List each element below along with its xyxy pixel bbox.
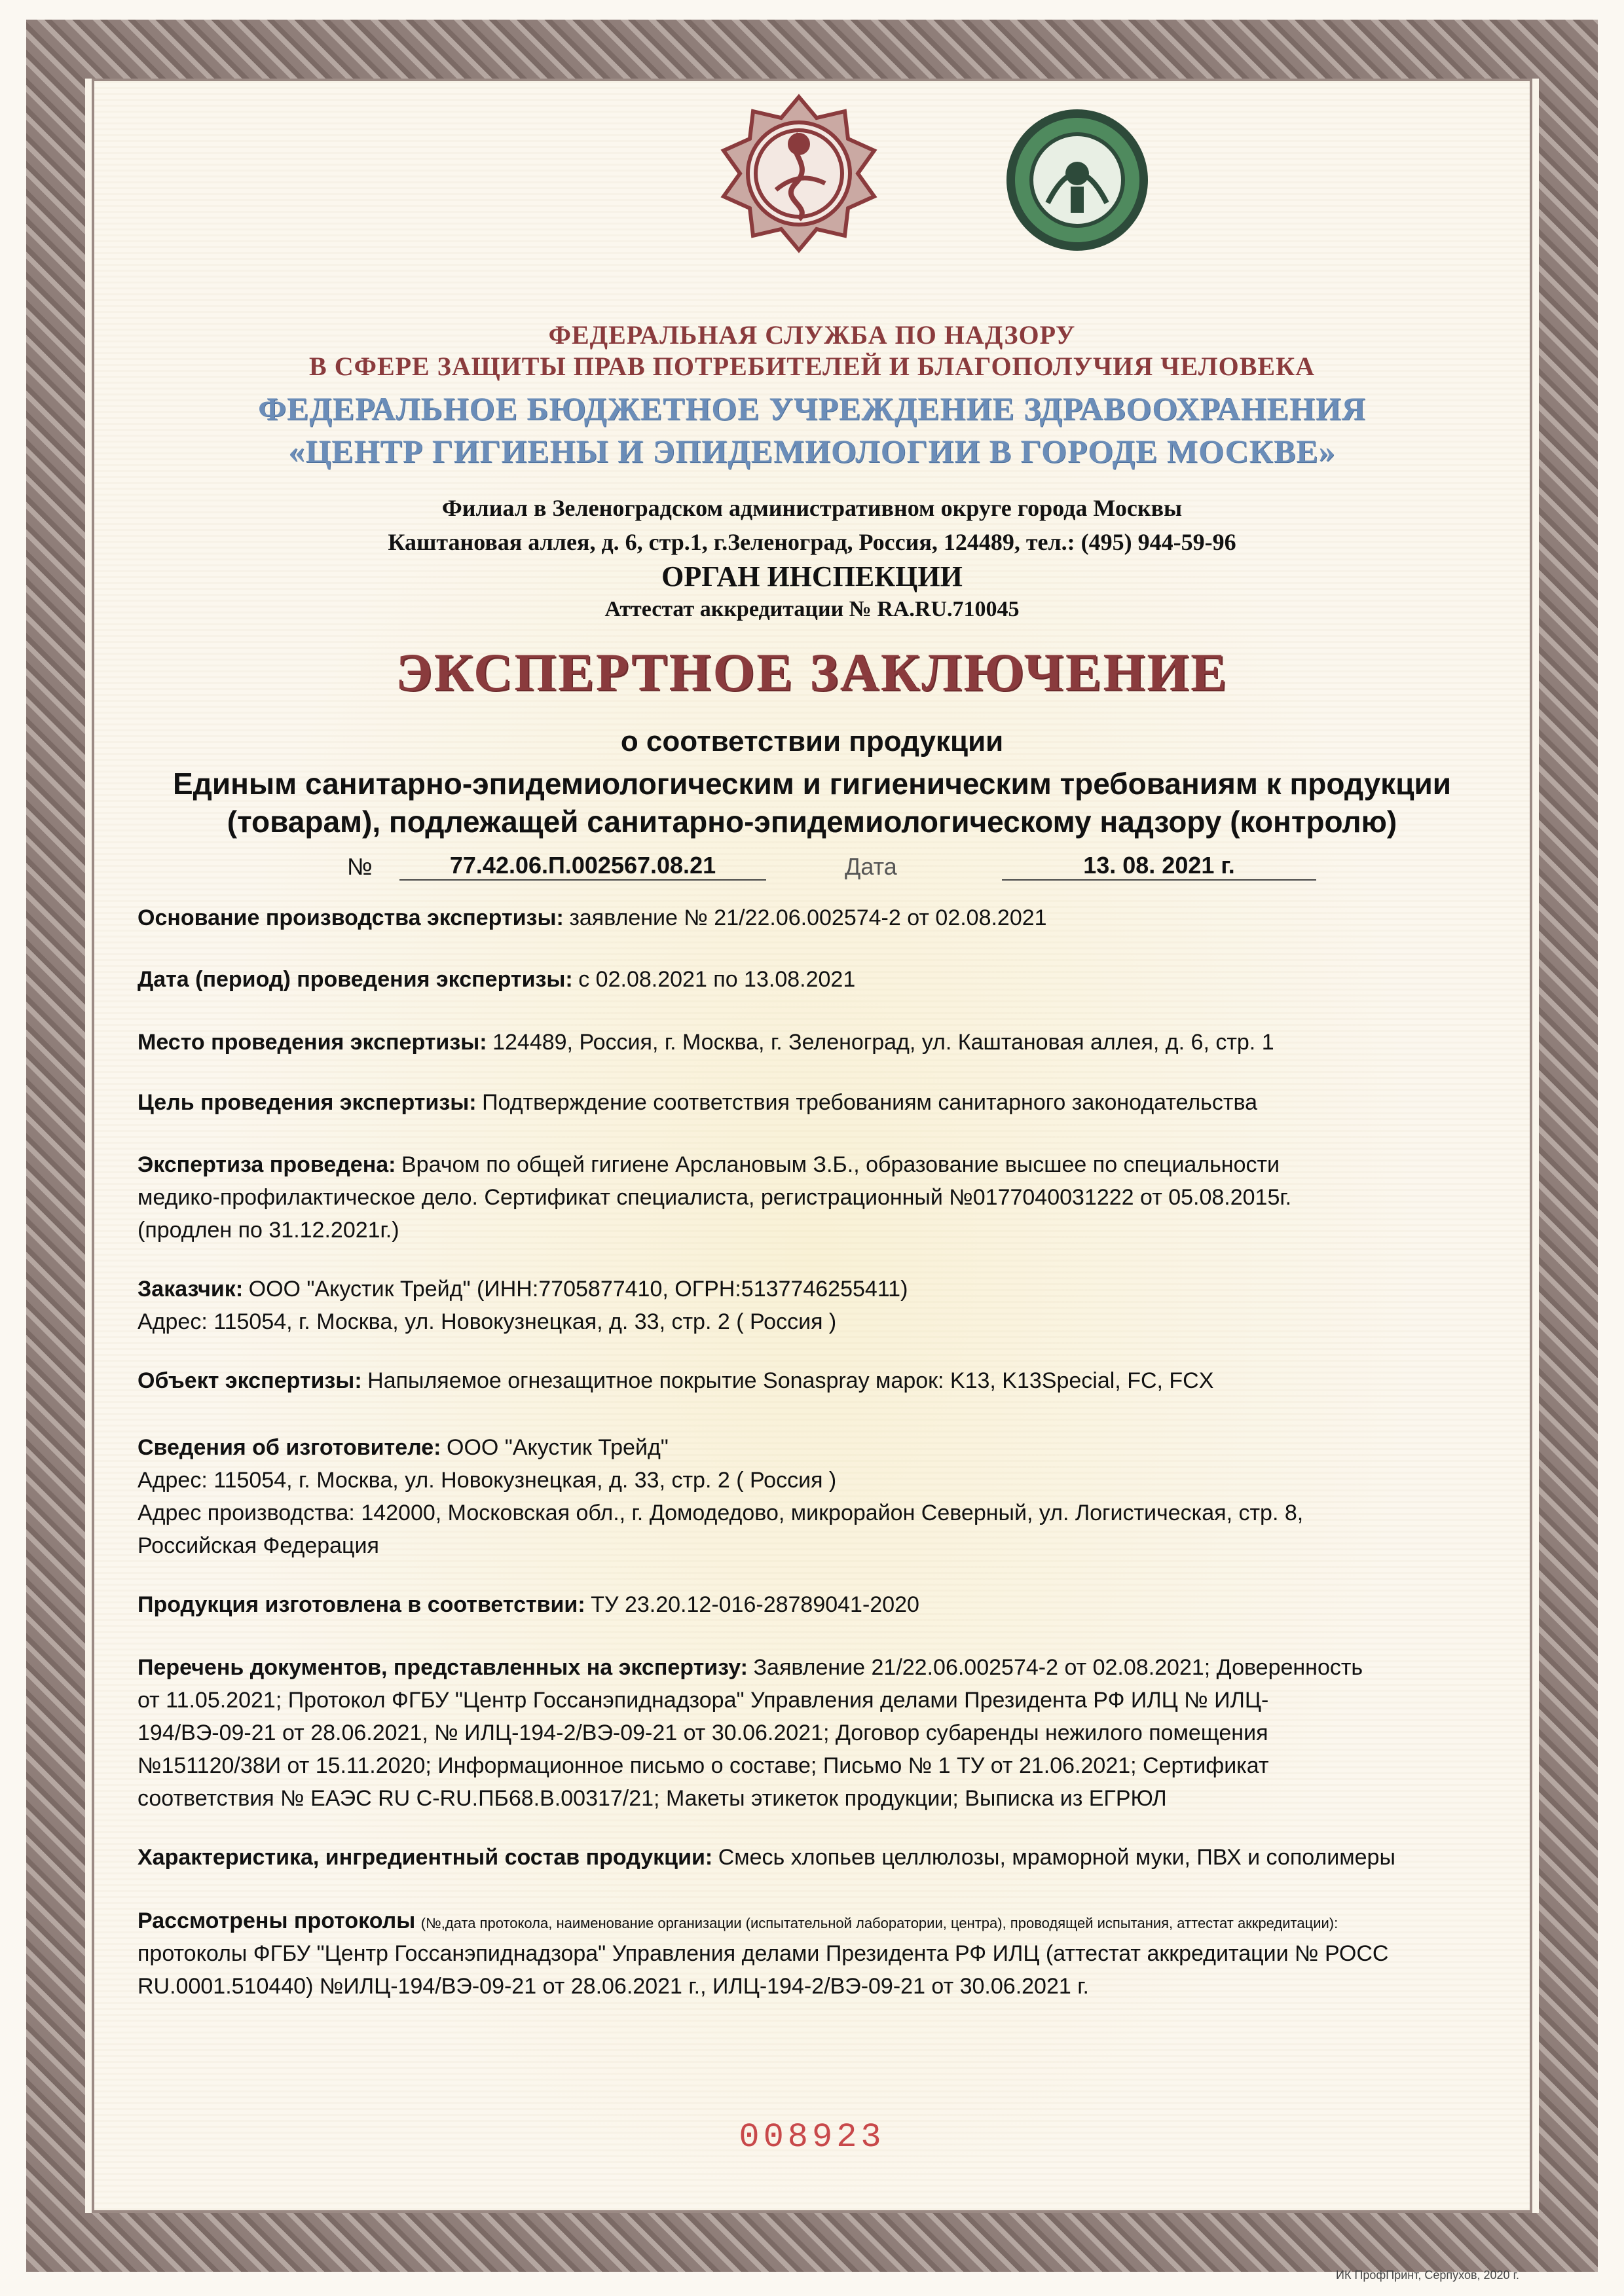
number-date-row — [347, 848, 1329, 881]
organ-title: ОРГАН ИНСПЕКЦИИ — [661, 560, 963, 592]
protocols-row — [138, 1905, 1526, 1939]
period-label: Дата (период) проведения экспертизы: — [138, 967, 573, 992]
docs-row — [138, 1652, 1526, 1684]
fbu-line-2: «ЦЕНТР ГИГИЕНЫ И ЭПИДЕМИОЛОГИИ В ГОРОДЕ МОСКВЕ» — [288, 433, 1336, 469]
expert-line-1: Врачом по общей гигиене Арслановым З.Б., образование высшее по специальности — [401, 1152, 1280, 1177]
docs-line-3: 194/ВЭ-09-21 от 28.06.2021, № ИЛЦ-194-2/ВЭ-09-21 от 30.06.2021; Договор субаренды нежилого помещения — [138, 1721, 1268, 1745]
goal-row — [138, 1087, 1526, 1119]
date-label: Дата — [845, 853, 897, 880]
object-value: Напыляемое огнезащитное покрытие Sonaspray марок: K13, K13Special, FC, FCX — [367, 1368, 1214, 1393]
maker-production-line-2: Российская Федерация — [138, 1533, 379, 1558]
object-label: Объект экспертизы: — [138, 1368, 362, 1393]
standard-value: ТУ 23.20.12-016-28789041-2020 — [591, 1592, 919, 1617]
subtitle-line-1: о соответствии продукции — [620, 725, 1004, 757]
standard-row — [138, 1589, 1526, 1621]
customer-row — [138, 1273, 1526, 1305]
customer-label: Заказчик: — [138, 1277, 244, 1302]
fbuz-emblem-icon — [1002, 105, 1153, 255]
document-title: ЭКСПЕРТНОЕ ЗАКЛЮЧЕНИЕ — [396, 642, 1228, 702]
basis-value: заявление № 21/22.06.002574-2 от 02.08.2021 — [569, 905, 1047, 930]
customer-value: ООО "Акустик Трейд" (ИНН:7705877410, ОГРН:5137746255411) — [248, 1277, 908, 1302]
expert-line-2: медико-профилактическое дело. Сертификат специалиста, регистрационный №0177040031222 от 05.08.2015г. — [138, 1185, 1292, 1210]
composition-value: Смесь хлопьев целлюлозы, мраморной муки, ПВХ и сополимеры — [718, 1845, 1395, 1870]
serial-number: 008923 — [739, 2118, 885, 2157]
goal-label: Цель проведения экспертизы: — [138, 1090, 477, 1115]
goal-value: Подтверждение соответствия требованиям санитарного законодательства — [482, 1090, 1258, 1115]
protocols-label: Рассмотрены протоколы — [138, 1908, 416, 1933]
place-value: 124489, Россия, г. Москва, г. Зеленоград, ул. Каштановая аллея, д. 6, стр. 1 — [492, 1030, 1274, 1055]
composition-label: Характеристика, ингредиентный состав продукции: — [138, 1845, 713, 1870]
maker-address: Адрес: 115054, г. Москва, ул. Новокузнецкая, д. 33, стр. 2 ( Россия ) — [138, 1468, 837, 1493]
conclusion-number: 77.42.06.П.002567.08.21 — [399, 852, 766, 881]
protocols-line-2: RU.0001.510440) №ИЛЦ-194/ВЭ-09-21 от 28.06.2021 г., ИЛЦ-194-2/ВЭ-09-21 от 30.06.2021 г. — [138, 1974, 1089, 1999]
place-row — [138, 1027, 1526, 1059]
protocols-note: (№,дата протокола, наименование организации (испытательной лаборатории, центра), проводящей испытания, аттестат аккредитации): — [420, 1915, 1338, 1931]
protocols-line-1: протоколы ФГБУ "Центр Госсанэпиднадзора" Управления делами Президента РФ ИЛЦ (аттестат аккредитации № РОСС — [138, 1941, 1389, 1966]
docs-label: Перечень документов, представленных на экспертизу: — [138, 1655, 748, 1680]
branch-line: Филиал в Зеленоградском административном округе города Москвы — [441, 495, 1183, 521]
place-label: Место проведения экспертизы: — [138, 1030, 487, 1055]
docs-line-1: Заявление 21/22.06.002574-2 от 02.08.2021; Доверенность — [753, 1655, 1363, 1680]
docs-line-4: №151120/38И от 15.11.2020; Информационное письмо о составе; Письмо № 1 ТУ от 21.06.2021; Сертификат — [138, 1753, 1269, 1778]
fbu-line-1: ФЕДЕРАЛЬНОЕ БЮДЖЕТНОЕ УЧРЕЖДЕНИЕ ЗДРАВООХРАНЕНИЯ — [258, 390, 1366, 427]
customer-address: Адрес: 115054, г. Москва, ул. Новокузнецкая, д. 33, стр. 2 ( Россия ) — [138, 1309, 837, 1334]
expert-row — [138, 1149, 1526, 1181]
subtitle-line-3: (товарам), подлежащей санитарно-эпидемиологическому надзору (контролю) — [227, 805, 1397, 839]
maker-label: Сведения об изготовителе: — [138, 1435, 441, 1460]
period-row — [138, 964, 1526, 996]
maker-value: ООО "Акустик Трейд" — [447, 1435, 669, 1460]
standard-label: Продукция изготовлена в соответствии: — [138, 1592, 585, 1617]
printer-mark: ИК ПрофПринт, Серпухов, 2020 г. — [1336, 2269, 1519, 2282]
basis-label: Основание производства экспертизы: — [138, 905, 564, 930]
composition-row — [138, 1842, 1526, 1874]
subtitle-line-2: Единым санитарно-эпидемиологическим и гигиеническим требованиям к продукции — [172, 767, 1452, 801]
basis-row — [138, 902, 1526, 934]
expert-line-3: (продлен по 31.12.2021г.) — [138, 1218, 399, 1243]
period-value: с 02.08.2021 по 13.08.2021 — [578, 967, 856, 992]
maker-row — [138, 1432, 1526, 1464]
agency-line-1: ФЕДЕРАЛЬНАЯ СЛУЖБА ПО НАДЗОРУ — [548, 320, 1076, 350]
branch-address: Каштановая аллея, д. 6, стр.1, г.Зеленоград, Россия, 124489, тел.: (495) 944-59-96 — [388, 529, 1236, 555]
number-label: № — [347, 853, 373, 880]
agency-line-2: В СФЕРЕ ЗАЩИТЫ ПРАВ ПОТРЕБИТЕЛЕЙ И БЛАГОПОЛУЧИЯ ЧЕЛОВЕКА — [309, 352, 1315, 381]
expert-label: Экспертиза проведена: — [138, 1152, 396, 1177]
object-row — [138, 1365, 1526, 1397]
docs-line-2: от 11.05.2021; Протокол ФГБУ "Центр Госсанэпиднадзора" Управления делами Президента РФ ИЛЦ № ИЛЦ- — [138, 1688, 1269, 1713]
rospotrebnadzor-emblem-icon — [717, 92, 881, 255]
attestat-line: Аттестат аккредитации № RA.RU.710045 — [604, 597, 1020, 621]
maker-production-line-1: Адрес производства: 142000, Московская обл., г. Домодедово, микрорайон Северный, ул. Логистическая, стр. 8, — [138, 1501, 1304, 1525]
docs-line-5: соответствия № ЕАЭС RU С-RU.ПБ68.В.00317/21; Макеты этикеток продукции; Выписка из ЕГРЮЛ — [138, 1786, 1167, 1811]
conclusion-date: 13. 08. 2021 г. — [1002, 852, 1316, 881]
